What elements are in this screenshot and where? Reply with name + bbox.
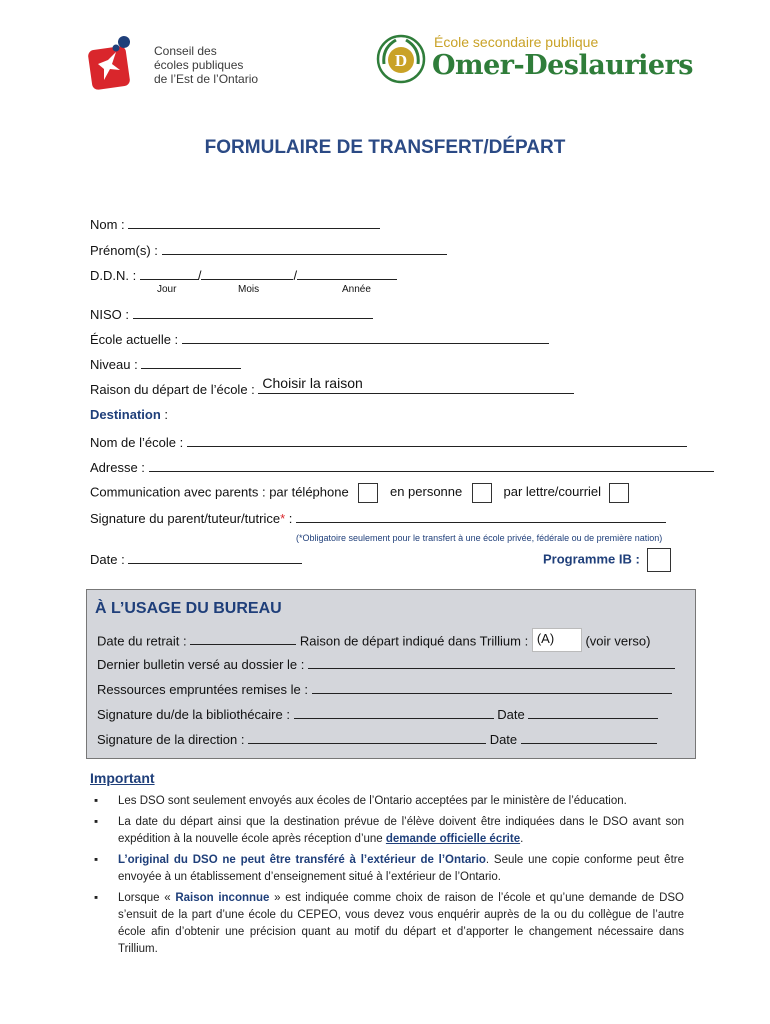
important-list — [94, 793, 684, 958]
niso-label: NISO : — [90, 307, 130, 322]
signature-direction-row — [97, 731, 657, 747]
raison-row — [90, 375, 574, 397]
school-crest-icon — [376, 34, 426, 84]
bullet-icon: ▪ — [94, 816, 99, 828]
obligatoire-note: (*Obligatoire seulement pour le transfert à une école privée, fédérale ou de première nation) — [296, 533, 663, 543]
nom-ecole-label: Nom de l’école : — [90, 435, 184, 450]
jour-label: Jour — [157, 284, 177, 295]
programme-ib-label: Programme IB : — [543, 551, 640, 567]
required-asterisk: * — [280, 511, 286, 526]
destination-row — [90, 407, 168, 422]
mois-label: Mois — [238, 284, 260, 295]
ddn-year-field[interactable] — [297, 267, 397, 280]
date-label: Date : — [90, 552, 125, 567]
bullet-text: La date du départ ainsi que la destination prévue de l’élève doivent être indiquées dans le DSO avant son expédition à la nouvelle école après réception d’une — [118, 816, 684, 845]
niveau-row — [90, 356, 241, 372]
nom-ecole-row — [90, 434, 687, 450]
ddn-label: D.D.N. : — [90, 268, 137, 283]
en-personne-checkbox[interactable] — [472, 483, 492, 503]
dernier-bulletin-label: Dernier bulletin versé au dossier le : — [97, 657, 305, 672]
ressources-row — [97, 681, 672, 697]
ecole-actuelle-label: École actuelle : — [90, 332, 179, 347]
niso-field[interactable] — [133, 306, 373, 319]
ddn-day-field[interactable] — [140, 267, 198, 280]
adresse-field[interactable] — [149, 459, 714, 472]
prenom-field[interactable] — [162, 242, 447, 255]
nom-label: Nom : — [90, 217, 125, 232]
signature-parent-label: Signature du parent/tuteur/tutrice — [90, 511, 281, 526]
raison-trillium-value: (A) — [536, 631, 555, 646]
nom-row — [90, 216, 380, 232]
cepeo-star-icon — [88, 34, 138, 92]
cepeo-name-line3: de l’Est de l’Ontario — [154, 72, 259, 86]
par-lettre-label: par lettre/courriel — [503, 484, 602, 500]
programme-ib-checkbox[interactable] — [647, 548, 671, 572]
en-personne-label: en personne — [389, 484, 463, 500]
direction-date-field[interactable] — [521, 731, 657, 744]
niveau-field[interactable] — [141, 356, 241, 369]
raison-trillium-field[interactable] — [532, 628, 582, 652]
biblio-date-field[interactable] — [528, 706, 658, 719]
adresse-row — [90, 459, 714, 475]
dernier-bulletin-row — [97, 656, 675, 672]
ressources-field[interactable] — [312, 681, 672, 694]
ddn-separator: / — [197, 268, 202, 283]
direction-date-label: Date — [489, 732, 518, 747]
dernier-bulletin-field[interactable] — [308, 656, 675, 669]
adresse-label: Adresse : — [90, 460, 145, 475]
ddn-separator: / — [293, 268, 298, 283]
destination-heading: Destination — [90, 407, 161, 422]
cepeo-name-line1: Conseil des — [154, 44, 217, 58]
bullet-icon: ▪ — [94, 854, 99, 866]
signature-parent-row — [90, 510, 666, 526]
raison-select-value: Choisir la raison — [262, 375, 363, 391]
bullet-text: Lorsque « — [118, 892, 176, 904]
signature-biblio-label: Signature du/de la bibliothécaire : — [97, 707, 290, 722]
list-item — [94, 814, 684, 848]
date-field[interactable] — [128, 551, 302, 564]
cepeo-name-line2: écoles publiques — [154, 58, 244, 72]
svg-text:D: D — [394, 51, 408, 70]
cepeo-logo — [88, 34, 288, 94]
telephone-checkbox[interactable] — [358, 483, 378, 503]
date-row — [90, 551, 302, 567]
office-use-box — [86, 589, 696, 759]
ddn-row — [90, 267, 397, 283]
programme-ib-row — [543, 548, 671, 572]
signature-direction-label: Signature de la direction : — [97, 732, 245, 747]
bullet-bold-text: Raison inconnue — [175, 892, 270, 904]
signature-parent-field[interactable] — [296, 510, 666, 523]
raison-select[interactable] — [258, 375, 574, 394]
date-retrait-label: Date du retrait : — [97, 633, 187, 649]
bullet-text: . Seule une copie conforme peut être envoyée à un établissement d’enseignement situé à l’extérieur de l’Ontario. — [118, 854, 684, 883]
communication-label: Communication avec parents : par téléphone — [90, 484, 349, 500]
raison-trillium-label: Raison de départ indiqué dans Trillium : — [299, 633, 529, 649]
ecole-actuelle-row — [90, 331, 549, 347]
demande-officielle-link[interactable]: demande officielle écrite — [385, 833, 521, 845]
signature-direction-field[interactable] — [248, 731, 486, 744]
niveau-label: Niveau : — [90, 357, 138, 372]
annee-label: Année — [342, 284, 371, 295]
signature-biblio-field[interactable] — [294, 706, 494, 719]
school-subtitle: École secondaire publique — [434, 34, 599, 50]
voir-verso-label: (voir verso) — [585, 633, 651, 649]
prenom-row — [90, 242, 447, 258]
destination-colon: : — [160, 407, 169, 422]
ressources-label: Ressources empruntées remises le : — [97, 682, 308, 697]
list-item — [94, 890, 684, 958]
date-retrait-row — [97, 630, 650, 654]
niso-row — [90, 306, 373, 322]
prenom-label: Prénom(s) : — [90, 243, 158, 258]
bullet-text: » est indiquée comme choix de raison de l’école et qu’une demande de DSO s’ensuit de la part d’une école du CEPEO, vous devez vous enquérir auprès de la ou du collègue de l’autre école afin d’obtenir une précision quant au motif du départ et d’apporter le changement nécessaire dans Trillium. — [118, 892, 684, 955]
communication-row — [90, 483, 629, 503]
ddn-month-field[interactable] — [201, 267, 293, 280]
date-retrait-field[interactable] — [190, 632, 296, 645]
list-item — [94, 852, 684, 886]
bullet-bold-text: L’original du DSO ne peut être transféré à l’extérieur de l’Ontario — [118, 854, 486, 866]
raison-label: Raison du départ de l’école : — [90, 382, 255, 397]
nom-field[interactable] — [128, 216, 380, 229]
important-heading: Important — [90, 770, 155, 786]
biblio-date-label: Date — [497, 707, 525, 722]
bullet-text: Les DSO sont seulement envoyés aux écoles de l’Ontario acceptées par le ministère de l’éducation. — [118, 795, 627, 807]
par-lettre-checkbox[interactable] — [609, 483, 629, 503]
bullet-text: . — [520, 833, 524, 845]
nom-ecole-field[interactable] — [187, 434, 687, 447]
school-logo — [376, 32, 706, 88]
office-heading: À L’USAGE DU BUREAU — [95, 600, 282, 617]
list-item — [94, 793, 684, 810]
ecole-actuelle-field[interactable] — [182, 331, 549, 344]
signature-biblio-row — [97, 706, 658, 722]
signature-colon: : — [285, 511, 293, 526]
bullet-icon: ▪ — [94, 795, 99, 807]
school-name: Omer-Deslauriers — [432, 50, 693, 81]
form-title: FORMULAIRE DE TRANSFERT/DÉPART — [204, 137, 566, 158]
bullet-icon: ▪ — [94, 892, 99, 904]
